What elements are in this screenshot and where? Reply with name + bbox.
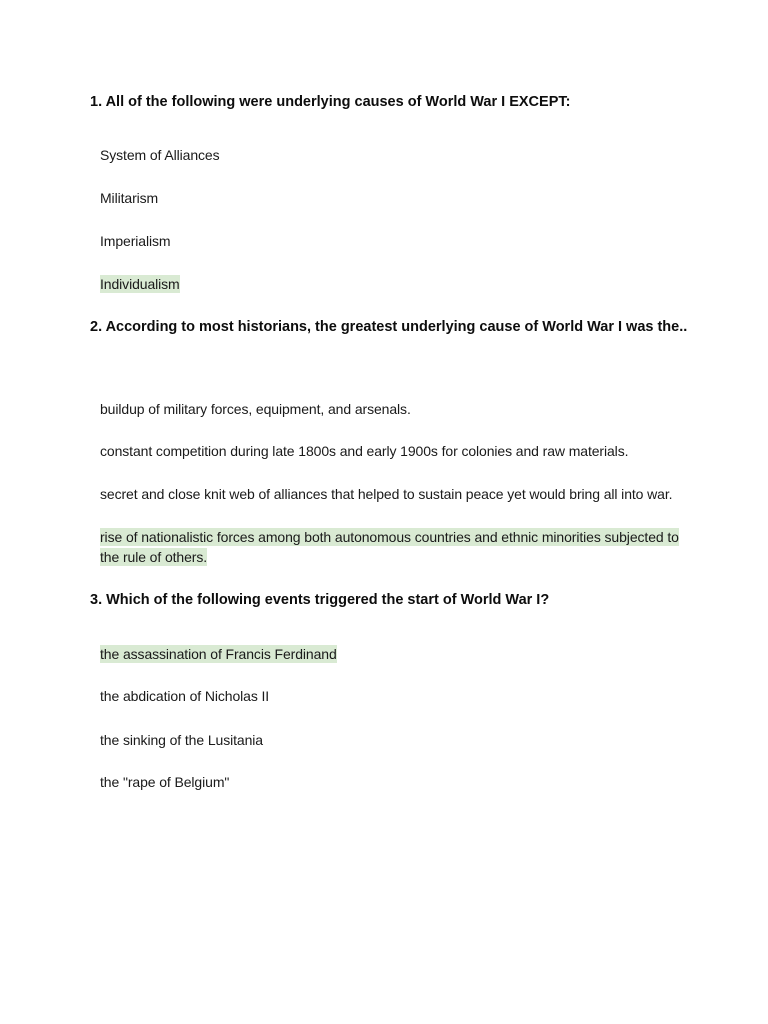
question-2-prompt: 2. According to most historians, the greatest underlying cause of World War I was the.. — [90, 319, 688, 335]
option-text: Individualism — [100, 276, 180, 292]
question-1-option-4 — [100, 274, 680, 294]
option-text: the abdication of Nicholas II — [100, 688, 270, 704]
option-text: the "rape of Belgium" — [100, 774, 230, 790]
question-3-option-1 — [100, 644, 680, 664]
question-2-option-2 — [100, 441, 680, 461]
option-text: Militarism — [100, 190, 159, 206]
option-text: rise of nationalistic forces among both autonomous countries and ethnic minorities subjected to the rule of others. — [100, 529, 679, 565]
question-1-option-3 — [100, 231, 680, 251]
question-2-option-1 — [100, 399, 680, 419]
option-text: buildup of military forces, equipment, and arsenals. — [100, 401, 411, 417]
option-text: constant competition during late 1800s and early 1900s for colonies and raw materials. — [100, 443, 629, 459]
question-3-option-4 — [100, 772, 680, 792]
option-text: Imperialism — [100, 233, 171, 249]
question-1-option-2 — [100, 188, 680, 208]
option-text: the sinking of the Lusitania — [100, 732, 263, 748]
option-text: secret and close knit web of alliances that helped to sustain peace yet would bring all into war. — [100, 486, 673, 502]
question-2-option-4 — [100, 527, 680, 567]
option-text: System of Alliances — [100, 147, 220, 163]
question-3-option-3 — [100, 730, 680, 750]
question-1-option-1 — [100, 145, 680, 165]
question-2-option-3 — [100, 484, 680, 504]
question-3-option-2 — [100, 686, 680, 706]
option-text: the assassination of Francis Ferdinand — [100, 646, 337, 662]
question-1-prompt: 1. All of the following were underlying causes of World War I EXCEPT: — [90, 94, 571, 110]
question-3-prompt: 3. Which of the following events triggered the start of World War I? — [90, 592, 550, 608]
